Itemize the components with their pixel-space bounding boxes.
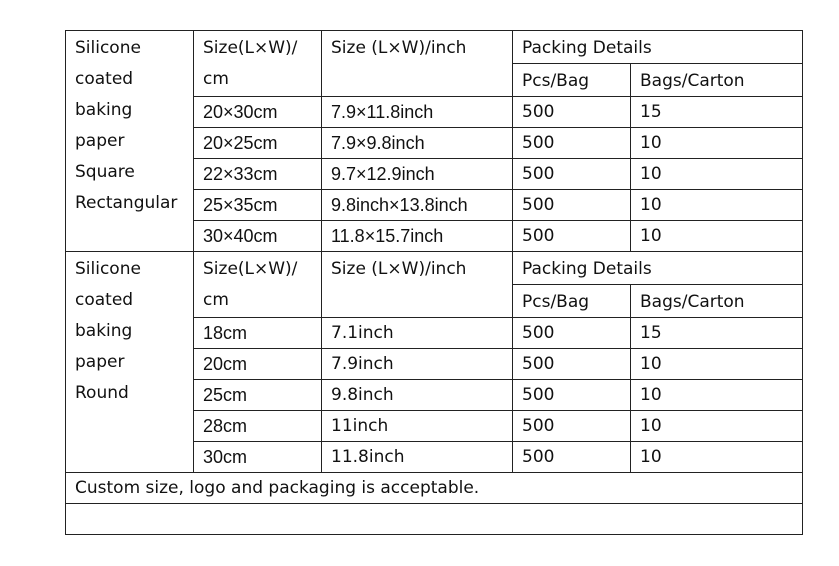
packing-details-header: Packing Details — [513, 252, 803, 285]
pcs-bag-cell: 500 — [513, 128, 631, 159]
size-cm-cell: 25cm — [194, 380, 322, 411]
size-inch-cell: 7.9inch — [322, 349, 513, 380]
size-cm-cell: 30×40cm — [194, 221, 322, 252]
pcs-bag-cell: 500 — [513, 442, 631, 473]
bags-carton-cell: 10 — [631, 221, 803, 252]
pcs-bag-cell: 500 — [513, 380, 631, 411]
size-cm-cell: 28cm — [194, 411, 322, 442]
size-inch-cell: 11.8inch — [322, 442, 513, 473]
bags-carton-cell: 10 — [631, 190, 803, 221]
size-inch-cell: 7.1inch — [322, 318, 513, 349]
bags-carton-cell: 10 — [631, 380, 803, 411]
blank-row — [66, 504, 803, 535]
pcs-bag-cell: 500 — [513, 411, 631, 442]
size-cm-cell: 20×30cm — [194, 97, 322, 128]
bags-carton-header: Bags/Carton — [631, 64, 803, 97]
size-cm-cell: 18cm — [194, 318, 322, 349]
size-cm-header: Size(L×W)/ cm — [194, 252, 322, 318]
size-cm-header: Size(L×W)/ cm — [194, 31, 322, 97]
size-inch-cell: 9.8inch — [322, 380, 513, 411]
size-inch-cell: 7.9×9.8inch — [322, 128, 513, 159]
size-cm-cell: 25×35cm — [194, 190, 322, 221]
size-inch-cell: 9.7×12.9inch — [322, 159, 513, 190]
note-row — [66, 473, 803, 504]
size-inch-cell: 11.8×15.7inch — [322, 221, 513, 252]
size-inch-cell: 11inch — [322, 411, 513, 442]
bags-carton-header: Bags/Carton — [631, 285, 803, 318]
bags-carton-cell: 10 — [631, 411, 803, 442]
section-1-product-name: Silicone coated baking paper Square Rectangular — [66, 31, 194, 252]
size-inch-cell: 7.9×11.8inch — [322, 97, 513, 128]
size-cm-cell: 20cm — [194, 349, 322, 380]
pcs-bag-header: Pcs/Bag — [513, 285, 631, 318]
section-2-product-name: Silicone coated baking paper Round — [66, 252, 194, 473]
packing-details-header: Packing Details — [513, 31, 803, 64]
size-inch-cell: 9.8inch×13.8inch — [322, 190, 513, 221]
pcs-bag-cell: 500 — [513, 318, 631, 349]
bags-carton-cell: 10 — [631, 442, 803, 473]
size-cm-cell: 20×25cm — [194, 128, 322, 159]
bags-carton-cell: 15 — [631, 318, 803, 349]
packing-spec-table — [65, 30, 803, 535]
size-inch-header: Size (L×W)/inch — [322, 31, 513, 97]
bags-carton-cell: 10 — [631, 128, 803, 159]
pcs-bag-cell: 500 — [513, 190, 631, 221]
pcs-bag-cell: 500 — [513, 349, 631, 380]
size-cm-cell: 22×33cm — [194, 159, 322, 190]
empty-cell — [66, 504, 803, 535]
pcs-bag-cell: 500 — [513, 159, 631, 190]
bags-carton-cell: 15 — [631, 97, 803, 128]
bags-carton-cell: 10 — [631, 159, 803, 190]
section-1-header-row — [66, 31, 803, 64]
size-inch-header: Size (L×W)/inch — [322, 252, 513, 318]
size-cm-cell: 30cm — [194, 442, 322, 473]
section-2-header-row — [66, 252, 803, 285]
custom-size-note: Custom size, logo and packaging is acceptable. — [66, 473, 803, 504]
pcs-bag-cell: 500 — [513, 221, 631, 252]
bags-carton-cell: 10 — [631, 349, 803, 380]
pcs-bag-cell: 500 — [513, 97, 631, 128]
pcs-bag-header: Pcs/Bag — [513, 64, 631, 97]
